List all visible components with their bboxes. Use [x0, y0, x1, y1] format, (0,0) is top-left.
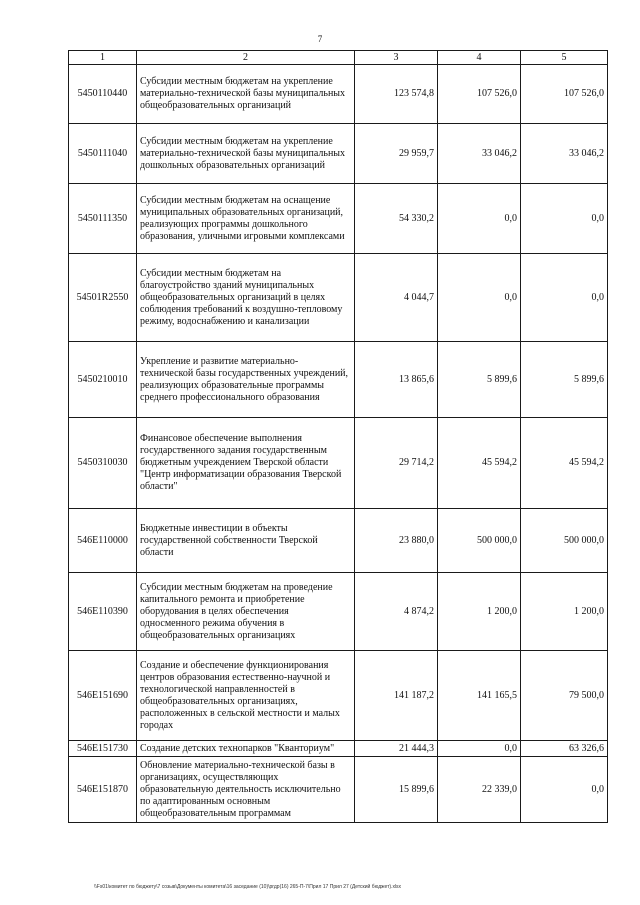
- description-cell: Субсидии местным бюджетам на проведение капитального ремонта и приобретение оборудования в целях обеспечения односменного режима обучения в общеобразовательных организациях: [137, 573, 355, 651]
- value-col4-cell: 33 046,2: [438, 124, 521, 184]
- budget-code-cell: 546E151690: [69, 651, 137, 741]
- value-col4-cell: 0,0: [438, 741, 521, 757]
- value-col5-cell: 33 046,2: [521, 124, 608, 184]
- budget-code-cell: 546E110000: [69, 509, 137, 573]
- table-row: [69, 651, 608, 741]
- description-cell: Укрепление и развитие материально-технической базы государственных учреждений, реализующих образовательные программы среднего профессионального образования: [137, 342, 355, 418]
- value-col4-cell: 1 200,0: [438, 573, 521, 651]
- description-cell: Субсидии местным бюджетам на укрепление материально-технической базы муниципальных общеобразовательных организаций: [137, 65, 355, 124]
- table-row: [69, 184, 608, 254]
- table-header-row: [69, 51, 608, 65]
- description-cell: Финансовое обеспечение выполнения государственного задания государственным бюджетным учреждением Тверской области "Центр информатизации образования Тверской области": [137, 418, 355, 509]
- value-col5-cell: 45 594,2: [521, 418, 608, 509]
- value-col4-cell: 0,0: [438, 184, 521, 254]
- budget-code-cell: 5450210010: [69, 342, 137, 418]
- value-col4-cell: 45 594,2: [438, 418, 521, 509]
- description-cell: Создание и обеспечение функционирования центров образования естественно-научной и технологической направленностей в общеобразовательных организациях, расположенных в сельской местности и малых городах: [137, 651, 355, 741]
- description-cell: Субсидии местным бюджетам на благоустройство зданий муниципальных общеобразовательных организаций в целях соблюдения требований к воздушно-тепловому режиму, водоснабжению и канализации: [137, 254, 355, 342]
- description-cell: Создание детских технопарков "Кванториум": [137, 741, 355, 757]
- table-row: [69, 757, 608, 823]
- value-col5-cell: 107 526,0: [521, 65, 608, 124]
- budget-code-cell: 5450310030: [69, 418, 137, 509]
- budget-code-cell: 546E110390: [69, 573, 137, 651]
- table-row: [69, 254, 608, 342]
- value-col5-cell: 0,0: [521, 254, 608, 342]
- budget-code-cell: 5450110440: [69, 65, 137, 124]
- value-col4-cell: 5 899,6: [438, 342, 521, 418]
- table-row: [69, 741, 608, 757]
- value-col5-cell: 0,0: [521, 757, 608, 823]
- budget-code-cell: 546E151730: [69, 741, 137, 757]
- value-col3-cell: 4 874,2: [355, 573, 438, 651]
- value-col3-cell: 54 330,2: [355, 184, 438, 254]
- value-col5-cell: 5 899,6: [521, 342, 608, 418]
- budget-code-cell: 5450111040: [69, 124, 137, 184]
- file-path-footer: \\Fs01\комитет по бюджету\7 созыв\Документы комитета\16 заседание (10)\ргдр(16) 265-П-7\Прил 17 Прил 27 (Детский бюджет).xlsx: [94, 884, 402, 890]
- description-cell: Субсидии местным бюджетам на оснащение муниципальных образовательных организаций, реализующих программы дошкольного образования, уличными игровыми комплексами: [137, 184, 355, 254]
- value-col5-cell: 63 326,6: [521, 741, 608, 757]
- table-row: [69, 124, 608, 184]
- budget-table: [68, 50, 608, 823]
- value-col3-cell: 15 899,6: [355, 757, 438, 823]
- column-header-1: 1: [69, 51, 137, 65]
- value-col3-cell: 123 574,8: [355, 65, 438, 124]
- value-col4-cell: 22 339,0: [438, 757, 521, 823]
- value-col5-cell: 79 500,0: [521, 651, 608, 741]
- value-col3-cell: 29 959,7: [355, 124, 438, 184]
- value-col5-cell: 0,0: [521, 184, 608, 254]
- budget-code-cell: 54501R2550: [69, 254, 137, 342]
- value-col5-cell: 500 000,0: [521, 509, 608, 573]
- table-row: [69, 418, 608, 509]
- budget-code-cell: 546E151870: [69, 757, 137, 823]
- column-header-2: 2: [137, 51, 355, 65]
- description-cell: Субсидии местным бюджетам на укрепление материально-технической базы муниципальных дошкольных образовательных организаций: [137, 124, 355, 184]
- table-row: [69, 509, 608, 573]
- value-col3-cell: 29 714,2: [355, 418, 438, 509]
- column-header-5: 5: [521, 51, 608, 65]
- value-col3-cell: 23 880,0: [355, 509, 438, 573]
- value-col4-cell: 500 000,0: [438, 509, 521, 573]
- table-row: [69, 573, 608, 651]
- value-col5-cell: 1 200,0: [521, 573, 608, 651]
- description-cell: Обновление материально-технической базы в организациях, осуществляющих образовательную деятельность исключительно по адаптированным основным общеобразовательным программам: [137, 757, 355, 823]
- budget-code-cell: 5450111350: [69, 184, 137, 254]
- value-col4-cell: 0,0: [438, 254, 521, 342]
- value-col3-cell: 141 187,2: [355, 651, 438, 741]
- value-col4-cell: 141 165,5: [438, 651, 521, 741]
- table-row: [69, 65, 608, 124]
- value-col3-cell: 13 865,6: [355, 342, 438, 418]
- value-col3-cell: 21 444,3: [355, 741, 438, 757]
- value-col4-cell: 107 526,0: [438, 65, 521, 124]
- description-cell: Бюджетные инвестиции в объекты государственной собственности Тверской области: [137, 509, 355, 573]
- table-row: [69, 342, 608, 418]
- column-header-3: 3: [355, 51, 438, 65]
- value-col3-cell: 4 044,7: [355, 254, 438, 342]
- page-number: 7: [317, 34, 323, 44]
- column-header-4: 4: [438, 51, 521, 65]
